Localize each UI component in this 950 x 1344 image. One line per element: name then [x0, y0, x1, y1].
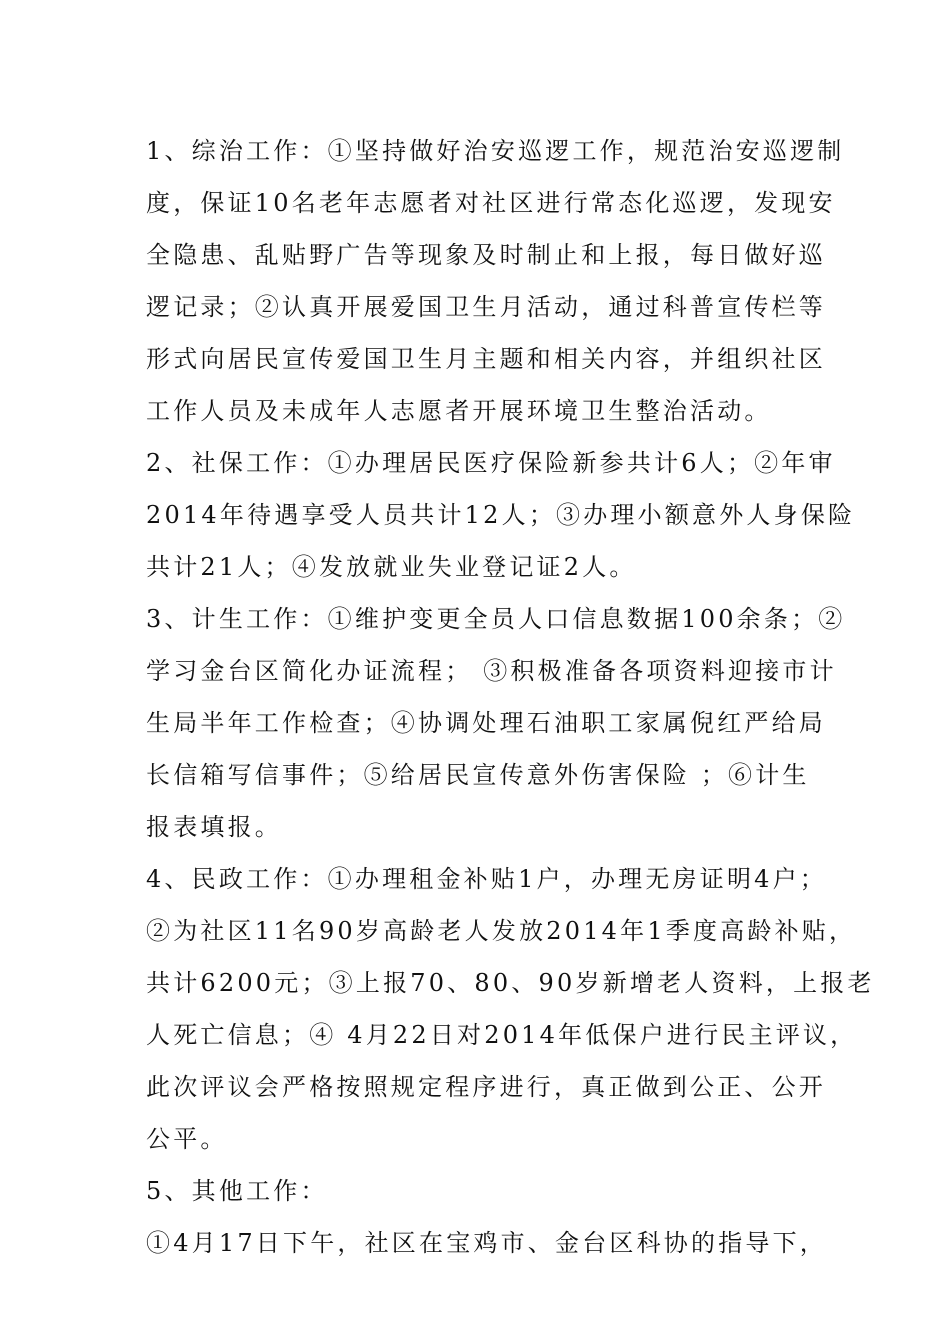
text-line: 度，保证10名老年志愿者对社区进行常态化巡逻，发现安: [146, 189, 836, 217]
text-line: 2、社保工作：①办理居民医疗保险新参共计6人；②年审: [146, 449, 836, 477]
text-line: 长信箱写信事件；⑤给居民宣传意外伤害保险 ；⑥计生: [146, 761, 810, 789]
text-line: 学习金台区简化办证流程； ③积极准备各项资料迎接市计: [146, 657, 837, 685]
text-line: 报表填报。: [146, 813, 282, 841]
text-line: 公平。: [146, 1125, 228, 1153]
text-line: 共计6200元；③上报70、80、90岁新增老人资料，上报老: [146, 969, 875, 997]
text-line: ①4月17日下午，社区在宝鸡市、金台区科协的指导下，: [146, 1229, 828, 1257]
text-line: 工作人员及未成年人志愿者开展环境卫生整治活动。: [146, 397, 772, 425]
text-line: 5、其他工作：: [146, 1177, 328, 1205]
text-line: 4、民政工作：①办理租金补贴1户，办理无房证明4户；: [146, 865, 828, 893]
text-line: ②为社区11名90岁高龄老人发放2014年1季度高龄补贴，: [146, 917, 857, 945]
text-line: 人死亡信息；④ 4月22日对2014年低保户进行民主评议，: [146, 1021, 858, 1049]
text-line: 2014年待遇享受人员共计12人；③办理小额意外人身保险: [146, 501, 856, 529]
text-line: 共计21人；④发放就业失业登记证2人。: [146, 553, 637, 581]
text-line: 3、计生工作：①维护变更全员人口信息数据100余条；②: [146, 605, 846, 633]
text-line: 此次评议会严格按照规定程序进行，真正做到公正、公开: [146, 1073, 826, 1101]
text-line: 逻记录；②认真开展爱国卫生月活动，通过科普宣传栏等: [146, 293, 826, 321]
text-line: 形式向居民宣传爱国卫生月主题和相关内容，并组织社区: [146, 345, 826, 373]
text-line: 全隐患、乱贴野广告等现象及时制止和上报，每日做好巡: [146, 241, 826, 269]
text-line: 生局半年工作检查；④协调处理石油职工家属倪红严给局: [146, 709, 826, 737]
text-line: 1、综治工作：①坚持做好治安巡逻工作，规范治安巡逻制: [146, 137, 845, 165]
